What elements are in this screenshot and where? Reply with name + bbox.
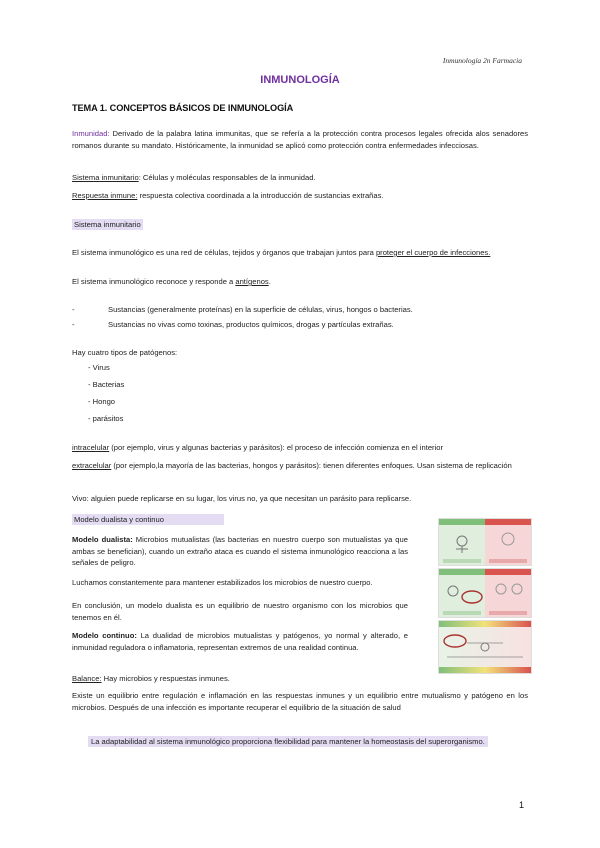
sistema-text: : Células y moléculas responsables de la inmunidad. <box>138 173 316 182</box>
bullet-marker: - <box>72 305 75 314</box>
para-antigenos-text: El sistema inmunológico reconoce y responde a <box>72 277 236 286</box>
diagram-panel-dualist <box>438 568 532 618</box>
sistema-term: Sistema inmunitario <box>72 173 139 182</box>
intracelular-paragraph <box>72 442 528 454</box>
subsection-modelo <box>72 514 224 526</box>
conclusion-paragraph: En conclusión, un modelo dualista es un equilibrio de nuestro organismo con los microbios que tenemos en él. <box>72 601 408 622</box>
list-item <box>72 320 394 329</box>
running-header: Inmunología 2n Farmacia <box>442 56 522 65</box>
continuo-term: Modelo continuo: <box>72 631 137 640</box>
patogeno-item: - parásitos <box>88 414 124 423</box>
patogeno-item: - Virus <box>88 363 110 372</box>
para-red-text: El sistema inmunológico es una red de células, tejidos y órganos que trabajan juntos para <box>72 248 376 257</box>
dualista-paragraph <box>72 534 408 569</box>
highlighted-conclusion: La adaptabilidad al sistema inmunológico proporciona flexibilidad para mantener la homeostasis del superorganismo. <box>88 736 488 747</box>
vivo-paragraph: Vivo: alguien puede replicarse en su lugar, los virus no, ya que necesitan un parásito para replicarse. <box>72 494 412 503</box>
document-title: INMUNOLOGÍA <box>260 74 340 86</box>
para-antigenos-end: . <box>268 277 271 286</box>
dualista-text: Microbios mutualistas (las bacterias en nuestro cuerpo son mutualistas ya que ambas se benefician), cuando un extraño ataca es cuando el sistema inmunológico reacciona a las señales de peligro. <box>72 535 408 567</box>
inmunidad-paragraph <box>72 128 528 151</box>
patogeno-item: - Hongo <box>88 397 116 406</box>
para-antigenos-link: antígenos <box>235 277 269 286</box>
subsection-sistema <box>72 219 143 231</box>
balance-term: Balance: <box>72 674 102 683</box>
intracelular-text: (por ejemplo, virus y algunas bacterias y parásitos): el proceso de infección comienza en el interior <box>109 443 444 452</box>
continuo-paragraph <box>72 630 408 653</box>
extracelular-term: extracelular <box>72 461 112 470</box>
diagram-self-nonself <box>439 519 531 565</box>
bullet-text: Sustancias (generalmente proteínas) en la superficie de células, virus, hongos o bacterias. <box>108 305 413 314</box>
dualista-term: Modelo dualista: <box>72 535 133 544</box>
continuo-text: La dualidad de microbios mutualistas y patógenos, yo normal y alterado, e inmunidad reguladora o inflamatoria, representan extremos de una realidad continua. <box>72 631 408 652</box>
luchamos-paragraph: Luchamos constantemente para mantener estabilizados los microbios de nuestro cuerpo. <box>72 578 373 587</box>
bullet-marker: - <box>72 320 75 329</box>
patogenos-intro: Hay cuatro tipos de patógenos: <box>72 348 178 357</box>
respuesta-definition <box>72 190 528 202</box>
extracelular-text: (por ejemplo,la mayoría de las bacterias, hongos y parásitos): tienen diferentes enfoques. Usan sistema de replicación <box>111 461 512 470</box>
intracelular-term: intracelular <box>72 443 110 452</box>
subsection-modelo-label: Modelo dualista y continuo <box>72 514 224 525</box>
list-item <box>72 305 413 314</box>
extracelular-paragraph <box>72 460 528 472</box>
page-number: 1 <box>518 800 524 810</box>
sistema-definition <box>72 172 528 184</box>
para-antigenos <box>72 276 528 288</box>
patogeno-item: - Bacterias <box>88 380 125 389</box>
inmunidad-text: Derivado de la palabra latina immunitas, que se refería a la protección contra procesos legales ofrecida alos senadores romanos durante su mandato. Históricamente, la inmunidad se aplicó como protección contra enfermedades infecciosas. <box>72 129 528 150</box>
model-diagram-figure <box>420 514 530 674</box>
respuesta-text: respuesta colectiva coordinada a la introducción de sustancias extrañas. <box>137 191 384 200</box>
diagram-panel-continuum <box>438 620 532 674</box>
bullet-text: Sustancias no vivas como toxinas, productos químicos, drogas y partículas extrañas. <box>108 320 394 329</box>
inmunidad-term: Inmunidad: <box>72 129 110 138</box>
diagram-dualist <box>439 569 531 617</box>
respuesta-term: Respuesta inmune: <box>72 191 138 200</box>
balance-text: Hay microbios y respuestas inmunes. <box>101 674 230 683</box>
para-red <box>72 247 528 259</box>
section-heading: TEMA 1. CONCEPTOS BÁSICOS DE INMUNOLOGÍA <box>72 103 294 113</box>
diagram-panel-self-nonself <box>438 518 532 566</box>
para-red-link: proteger el cuerpo de infecciones. <box>375 248 491 257</box>
equilibrio-paragraph: Existe un equilibrio entre regulación e inflamación en las respuestas inmunes y un equilibrio entre mutualismo y patógeno en los microbios. Después de una infección es importante recuperar el equilibrio de la situación de salud <box>72 691 528 712</box>
diagram-continuum <box>439 621 531 673</box>
subsection-sistema-label: Sistema inmunitario <box>74 220 141 229</box>
